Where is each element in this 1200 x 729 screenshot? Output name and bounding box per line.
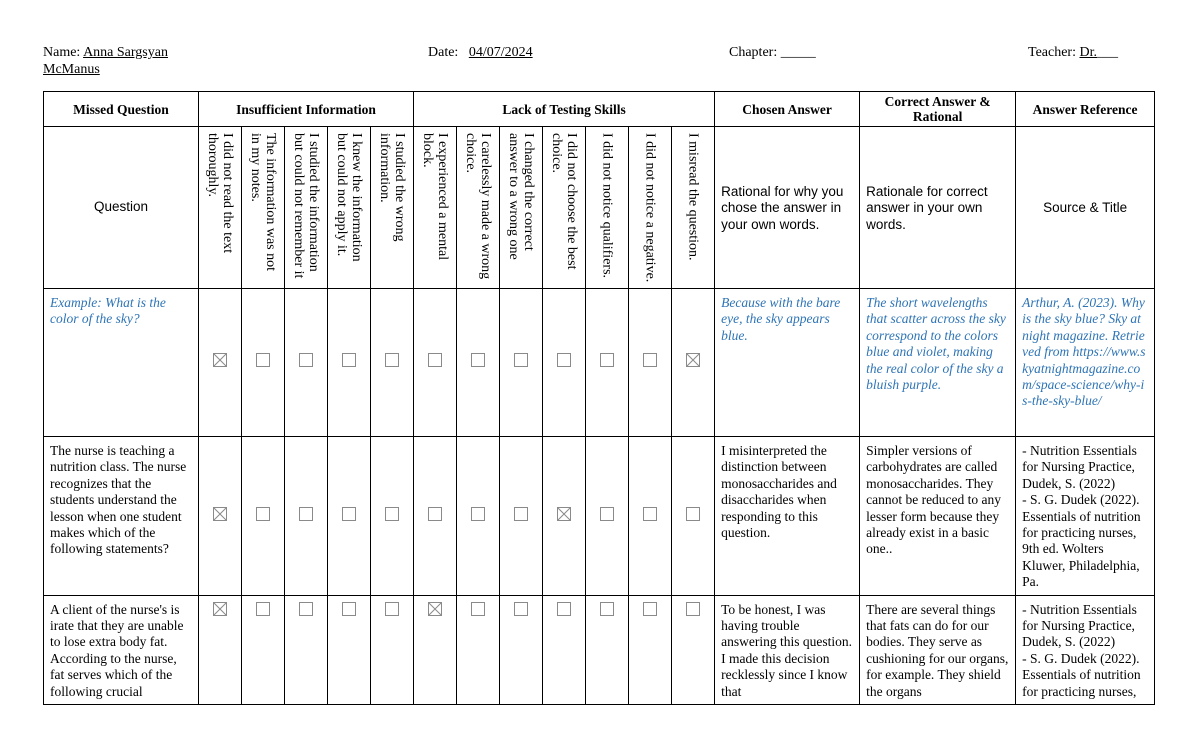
checked-checkbox[interactable] bbox=[213, 602, 227, 616]
reason-checkbox-cell bbox=[586, 289, 629, 437]
reason-checkbox-cell bbox=[629, 289, 672, 437]
checkbox[interactable] bbox=[299, 507, 313, 521]
checkbox[interactable] bbox=[514, 353, 528, 367]
checkbox[interactable] bbox=[428, 353, 442, 367]
reason-checkbox-cell bbox=[500, 595, 543, 704]
correct-answer-header: Correct Answer & Rational bbox=[860, 92, 1016, 127]
checked-checkbox[interactable] bbox=[557, 507, 571, 521]
reason-testing-6: I did not notice a negative. bbox=[629, 127, 672, 289]
checkbox[interactable] bbox=[686, 507, 700, 521]
checkbox[interactable] bbox=[385, 507, 399, 521]
reason-insufficient-1: I did not read the text thoroughly. bbox=[199, 127, 242, 289]
checkbox[interactable] bbox=[471, 353, 485, 367]
chosen-answer-cell: I misinterpreted the distinction between monosaccharides and disaccharides when responding to this question. bbox=[715, 437, 860, 596]
checkbox[interactable] bbox=[600, 353, 614, 367]
name-value-cont: McManus bbox=[43, 62, 100, 77]
teacher-label: Teacher: bbox=[1028, 45, 1076, 60]
checkbox[interactable] bbox=[471, 602, 485, 616]
date-label: Date: bbox=[428, 45, 459, 60]
date-value: 04/07/2024 bbox=[468, 45, 533, 60]
missed-question-header: Missed Question bbox=[44, 92, 199, 127]
question-cell: Example: What is the color of the sky? bbox=[44, 289, 199, 437]
chapter-value: _____ bbox=[780, 45, 816, 60]
reason-checkbox-cell bbox=[414, 437, 457, 596]
answer-reference-header: Answer Reference bbox=[1016, 92, 1155, 127]
reason-checkbox-cell bbox=[242, 289, 285, 437]
checkbox[interactable] bbox=[428, 507, 442, 521]
reason-checkbox-cell bbox=[285, 289, 328, 437]
reason-testing-5: I did not notice qualifiers. bbox=[586, 127, 629, 289]
reason-checkbox-cell bbox=[371, 595, 414, 704]
question-cell: A client of the nurse's is irate that they are unable to lose extra body fat. According to the nurse, fat serves which of the following crucial bbox=[44, 595, 199, 704]
reason-checkbox-cell bbox=[242, 437, 285, 596]
reason-checkbox-cell bbox=[672, 289, 715, 437]
teacher-blank: ___ bbox=[1096, 45, 1118, 60]
reason-insufficient-2: The information was not in my notes. bbox=[242, 127, 285, 289]
header-row bbox=[44, 92, 1155, 127]
reason-checkbox-cell bbox=[457, 595, 500, 704]
reason-checkbox-cell bbox=[629, 595, 672, 704]
checkbox[interactable] bbox=[643, 507, 657, 521]
checkbox[interactable] bbox=[256, 507, 270, 521]
checkbox[interactable] bbox=[471, 507, 485, 521]
checkbox[interactable] bbox=[686, 602, 700, 616]
checkbox[interactable] bbox=[256, 602, 270, 616]
reason-checkbox-cell bbox=[414, 595, 457, 704]
insufficient-info-header: Insufficient Information bbox=[199, 92, 414, 127]
lack-testing-header: Lack of Testing Skills bbox=[414, 92, 715, 127]
checkbox[interactable] bbox=[256, 353, 270, 367]
name-field bbox=[43, 44, 168, 78]
reason-checkbox-cell bbox=[199, 595, 242, 704]
checkbox[interactable] bbox=[600, 602, 614, 616]
reason-checkbox-cell bbox=[543, 595, 586, 704]
chosen-subheader: Rational for why you chose the answer in your own words. bbox=[715, 127, 860, 289]
reason-insufficient-3: I studied the information but could not remember it bbox=[285, 127, 328, 289]
correct-answer-cell: There are several things that fats can do for our bodies. They serve as cushioning for our organs, for example. They shield the organs bbox=[860, 595, 1016, 704]
name-label: Name: bbox=[43, 45, 81, 60]
reason-checkbox-cell bbox=[285, 595, 328, 704]
reason-checkbox-cell bbox=[500, 289, 543, 437]
reference-cell: Arthur, A. (2023). Why is the sky blue? Sky at night magazine. Retrieved from https://www.skyatnightmagazine.com/space-science/why-is-the-sky-blue/ bbox=[1016, 289, 1155, 437]
checkbox[interactable] bbox=[299, 602, 313, 616]
chosen-answer-cell: Because with the bare eye, the sky appears blue. bbox=[715, 289, 860, 437]
reason-checkbox-cell bbox=[285, 437, 328, 596]
reason-checkbox-cell bbox=[543, 289, 586, 437]
checkbox[interactable] bbox=[600, 507, 614, 521]
correct-answer-cell: Simpler versions of carbohydrates are called monosaccharides. They cannot be reduced to any lesser form because they already exist in a basic one.. bbox=[860, 437, 1016, 596]
checkbox[interactable] bbox=[299, 353, 313, 367]
reason-checkbox-cell bbox=[242, 595, 285, 704]
checkbox[interactable] bbox=[514, 602, 528, 616]
reason-insufficient-4: I knew the information but could not apply it. bbox=[328, 127, 371, 289]
checked-checkbox[interactable] bbox=[686, 353, 700, 367]
reason-checkbox-cell bbox=[543, 437, 586, 596]
reason-checkbox-cell bbox=[672, 595, 715, 704]
reason-checkbox-cell bbox=[500, 437, 543, 596]
reason-testing-2: I carelessly made a wrong choice. bbox=[457, 127, 500, 289]
checkbox[interactable] bbox=[643, 602, 657, 616]
reason-testing-4: I did not choose the best choice. bbox=[543, 127, 586, 289]
table-row bbox=[44, 289, 1155, 437]
reason-checkbox-cell bbox=[586, 437, 629, 596]
reason-checkbox-cell bbox=[586, 595, 629, 704]
checkbox[interactable] bbox=[514, 507, 528, 521]
chapter-field bbox=[729, 44, 816, 61]
checkbox[interactable] bbox=[385, 602, 399, 616]
reason-checkbox-cell bbox=[328, 289, 371, 437]
reason-testing-1: I experienced a mental block. bbox=[414, 127, 457, 289]
reason-checkbox-cell bbox=[414, 289, 457, 437]
reason-testing-3: I changed the correct answer to a wrong one bbox=[500, 127, 543, 289]
reference-cell: - Nutrition Essentials for Nursing Practice, Dudek, S. (2022) - S. G. Dudek (2022). Essentials of nutrition for practicing nurses, bbox=[1016, 595, 1155, 704]
reason-testing-7: I misread the question. bbox=[672, 127, 715, 289]
chosen-answer-cell: To be honest, I was having trouble answering this question. I made this decision recklessly since I know that bbox=[715, 595, 860, 704]
reason-checkbox-cell bbox=[629, 437, 672, 596]
name-value: Anna Sargsyan bbox=[83, 45, 168, 60]
reason-checkbox-cell bbox=[328, 595, 371, 704]
reference-cell: - Nutrition Essentials for Nursing Practice, Dudek, S. (2022) - S. G. Dudek (2022). Essentials of nutrition for practicing nurses, 9th ed. Wolters Kluwer, Philadelphia, Pa. bbox=[1016, 437, 1155, 596]
reason-insufficient-5: I studied the wrong information. bbox=[371, 127, 414, 289]
checkbox[interactable] bbox=[643, 353, 657, 367]
checked-checkbox[interactable] bbox=[428, 602, 442, 616]
checkbox[interactable] bbox=[385, 353, 399, 367]
checkbox[interactable] bbox=[342, 353, 356, 367]
reason-checkbox-cell bbox=[457, 289, 500, 437]
checkbox[interactable] bbox=[557, 602, 571, 616]
checked-checkbox[interactable] bbox=[213, 353, 227, 367]
reason-checkbox-cell bbox=[371, 437, 414, 596]
table-row bbox=[44, 595, 1155, 704]
test-analysis-table bbox=[43, 91, 1155, 705]
reason-checkbox-cell bbox=[672, 437, 715, 596]
reason-checkbox-cell bbox=[199, 289, 242, 437]
reference-subheader: Source & Title bbox=[1016, 127, 1155, 289]
correct-subheader: Rationale for correct answer in your own words. bbox=[860, 127, 1016, 289]
reason-checkbox-cell bbox=[457, 437, 500, 596]
teacher-field bbox=[1028, 44, 1118, 61]
question-subheader: Question bbox=[44, 127, 199, 289]
checkbox[interactable] bbox=[342, 602, 356, 616]
date-field bbox=[428, 44, 533, 61]
question-cell: The nurse is teaching a nutrition class. The nurse recognizes that the students understand the lesson when one student makes which of the following statements? bbox=[44, 437, 199, 596]
chapter-label: Chapter: bbox=[729, 45, 778, 60]
chosen-answer-header: Chosen Answer bbox=[715, 92, 860, 127]
checkbox[interactable] bbox=[342, 507, 356, 521]
subheader-row bbox=[44, 127, 1155, 289]
reason-checkbox-cell bbox=[328, 437, 371, 596]
checked-checkbox[interactable] bbox=[213, 507, 227, 521]
checkbox[interactable] bbox=[557, 353, 571, 367]
table-row bbox=[44, 437, 1155, 596]
reason-checkbox-cell bbox=[199, 437, 242, 596]
reason-checkbox-cell bbox=[371, 289, 414, 437]
teacher-value: Dr. bbox=[1079, 45, 1097, 60]
correct-answer-cell: The short wavelengths that scatter across the sky correspond to the colors blue and violet, making the real color of the sky a bluish purple. bbox=[860, 289, 1016, 437]
